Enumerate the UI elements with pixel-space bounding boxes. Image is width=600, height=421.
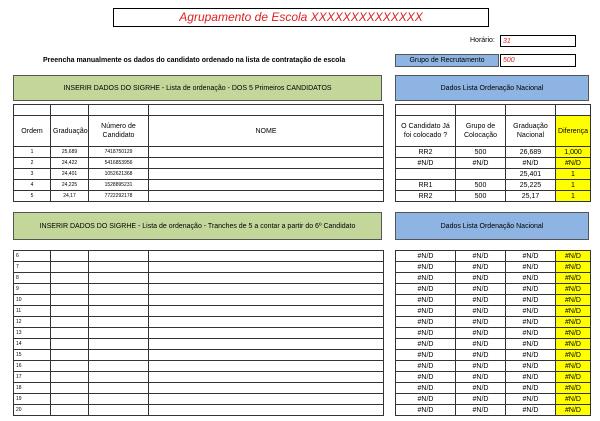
graduacao-cell[interactable] — [51, 317, 89, 328]
table-row — [396, 383, 591, 394]
nome-cell[interactable] — [149, 405, 384, 416]
nome-cell[interactable] — [149, 383, 384, 394]
graduacao-nacional-cell: #N/D — [506, 372, 556, 383]
nome-cell[interactable] — [149, 147, 384, 158]
graduacao-cell[interactable] — [51, 339, 89, 350]
ordem-cell: 18 — [14, 383, 51, 394]
grupo-cell: #N/D — [456, 284, 506, 295]
table-row — [396, 191, 591, 202]
grupo-cell: #N/D — [456, 361, 506, 372]
diferenca-cell: 1 — [556, 191, 591, 202]
numero-cell[interactable] — [89, 306, 149, 317]
diferenca-cell: #N/D — [556, 350, 591, 361]
table-row — [396, 350, 591, 361]
nome-cell[interactable] — [149, 328, 384, 339]
nome-cell[interactable] — [149, 180, 384, 191]
colocado-cell: #N/D — [396, 328, 456, 339]
table-row — [14, 306, 384, 317]
ordem-cell: 14 — [14, 339, 51, 350]
nome-cell[interactable] — [149, 394, 384, 405]
table-row — [396, 284, 591, 295]
colocado-cell: #N/D — [396, 383, 456, 394]
colocado-cell: #N/D — [396, 339, 456, 350]
table-row — [14, 328, 384, 339]
graduacao-cell[interactable] — [51, 350, 89, 361]
graduacao-cell[interactable]: 24,422 — [51, 158, 89, 169]
table-row — [14, 273, 384, 284]
colocado-cell: #N/D — [396, 262, 456, 273]
colocado-cell: RR2 — [396, 191, 456, 202]
graduacao-nacional-cell: #N/D — [506, 262, 556, 273]
colocado-cell: #N/D — [396, 273, 456, 284]
table-row — [14, 317, 384, 328]
table-row — [14, 180, 384, 191]
table-row — [14, 262, 384, 273]
graduacao-cell[interactable]: 24,17 — [51, 191, 89, 202]
numero-cell[interactable]: 1052621368 — [89, 169, 149, 180]
horario-input[interactable] — [500, 35, 576, 47]
table-row — [396, 306, 591, 317]
numero-cell[interactable]: 7722292178 — [89, 191, 149, 202]
colocado-cell: #N/D — [396, 158, 456, 169]
numero-cell[interactable] — [89, 394, 149, 405]
table-row — [14, 339, 384, 350]
header-graduacao-nacional: Graduação Nacional — [506, 116, 556, 147]
graduacao-cell[interactable] — [51, 405, 89, 416]
school-title: Agrupamento de Escola XXXXXXXXXXXXXX — [113, 8, 489, 27]
diferenca-cell: #N/D — [556, 317, 591, 328]
grupo-value: 500 — [503, 57, 515, 64]
table-row — [14, 405, 384, 416]
ordem-cell: 12 — [14, 317, 51, 328]
graduacao-cell[interactable]: 24,401 — [51, 169, 89, 180]
ordem-cell: 16 — [14, 361, 51, 372]
table-row — [396, 405, 591, 416]
graduacao-cell[interactable] — [51, 273, 89, 284]
table-row — [14, 394, 384, 405]
graduacao-nacional-cell: #N/D — [506, 383, 556, 394]
ordem-cell: 1 — [14, 147, 51, 158]
graduacao-nacional-cell: #N/D — [506, 251, 556, 262]
diferenca-cell: 1,000 — [556, 147, 591, 158]
graduacao-cell[interactable] — [51, 262, 89, 273]
ordem-cell: 8 — [14, 273, 51, 284]
table-row — [396, 169, 591, 180]
nome-cell[interactable] — [149, 169, 384, 180]
nome-cell[interactable] — [149, 306, 384, 317]
table-row — [14, 372, 384, 383]
table-row — [396, 273, 591, 284]
ordem-cell: 17 — [14, 372, 51, 383]
graduacao-nacional-cell: #N/D — [506, 295, 556, 306]
ordem-cell: 3 — [14, 169, 51, 180]
diferenca-cell: 1 — [556, 169, 591, 180]
grupo-cell: #N/D — [456, 339, 506, 350]
table-row — [396, 251, 591, 262]
table-row — [396, 372, 591, 383]
ordem-cell: 9 — [14, 284, 51, 295]
graduacao-nacional-cell: #N/D — [506, 350, 556, 361]
ordem-cell: 6 — [14, 251, 51, 262]
ordem-cell: 13 — [14, 328, 51, 339]
ordem-cell: 20 — [14, 405, 51, 416]
graduacao-cell[interactable]: 24,225 — [51, 180, 89, 191]
diferenca-cell: #N/D — [556, 372, 591, 383]
graduacao-nacional-cell: #N/D — [506, 361, 556, 372]
diferenca-cell: #N/D — [556, 251, 591, 262]
table-row — [396, 180, 591, 191]
graduacao-nacional-cell: 25,225 — [506, 180, 556, 191]
ordem-cell: 15 — [14, 350, 51, 361]
colocado-cell: #N/D — [396, 295, 456, 306]
colocado-cell: #N/D — [396, 361, 456, 372]
diferenca-cell: #N/D — [556, 405, 591, 416]
nome-cell[interactable] — [149, 361, 384, 372]
candidates-table-top — [13, 104, 384, 202]
diferenca-cell: #N/D — [556, 284, 591, 295]
diferenca-cell: #N/D — [556, 383, 591, 394]
grupo-cell: #N/D — [456, 262, 506, 273]
header-numero: Número de Candidato — [89, 116, 149, 147]
table-row — [396, 361, 591, 372]
numero-cell[interactable] — [89, 383, 149, 394]
numero-cell[interactable] — [89, 251, 149, 262]
numero-cell[interactable]: 1528895231 — [89, 180, 149, 191]
graduacao-cell[interactable] — [51, 251, 89, 262]
table-row — [14, 191, 384, 202]
grupo-cell: #N/D — [456, 317, 506, 328]
nome-cell[interactable] — [149, 372, 384, 383]
diferenca-cell: 1 — [556, 180, 591, 191]
colocado-cell — [396, 169, 456, 180]
graduacao-cell[interactable] — [51, 361, 89, 372]
table-row — [14, 158, 384, 169]
table-row — [14, 361, 384, 372]
grupo-label: Grupo de Recrutamento — [395, 54, 499, 67]
graduacao-nacional-cell: 26,689 — [506, 147, 556, 158]
colocado-cell: #N/D — [396, 405, 456, 416]
colocado-cell: #N/D — [396, 306, 456, 317]
diferenca-cell: #N/D — [556, 361, 591, 372]
table-row — [14, 147, 384, 158]
grupo-cell: #N/D — [456, 350, 506, 361]
table-row — [14, 284, 384, 295]
nome-cell[interactable] — [149, 295, 384, 306]
graduacao-nacional-cell: #N/D — [506, 158, 556, 169]
nome-cell[interactable] — [149, 350, 384, 361]
ordem-cell: 10 — [14, 295, 51, 306]
graduacao-nacional-cell: #N/D — [506, 394, 556, 405]
colocado-cell: #N/D — [396, 251, 456, 262]
header-nome: NOME — [149, 116, 384, 147]
numero-cell[interactable] — [89, 350, 149, 361]
graduacao-cell[interactable] — [51, 372, 89, 383]
table-row — [396, 158, 591, 169]
table-row — [14, 295, 384, 306]
graduacao-nacional-cell: #N/D — [506, 306, 556, 317]
table-row — [396, 295, 591, 306]
colocado-cell: #N/D — [396, 394, 456, 405]
colocado-cell: #N/D — [396, 284, 456, 295]
table-row — [396, 147, 591, 158]
graduacao-cell[interactable] — [51, 306, 89, 317]
ordem-cell: 11 — [14, 306, 51, 317]
grupo-cell: #N/D — [456, 273, 506, 284]
graduacao-cell[interactable] — [51, 328, 89, 339]
ordem-cell: 4 — [14, 180, 51, 191]
section1-nacional-title: Dados Lista Ordenação Nacional — [395, 75, 589, 101]
nome-cell[interactable] — [149, 251, 384, 262]
header-colocado: O Candidato Já foi colocado ? — [396, 116, 456, 147]
nome-cell[interactable] — [149, 339, 384, 350]
diferenca-cell: #N/D — [556, 295, 591, 306]
diferenca-cell: #N/D — [556, 262, 591, 273]
table-row — [14, 169, 384, 180]
graduacao-cell[interactable] — [51, 295, 89, 306]
table-row — [396, 262, 591, 273]
graduacao-nacional-cell: #N/D — [506, 284, 556, 295]
horario-value: 31 — [503, 38, 511, 45]
table-row — [14, 251, 384, 262]
grupo-input[interactable] — [500, 54, 576, 67]
graduacao-cell[interactable] — [51, 284, 89, 295]
nome-cell[interactable] — [149, 317, 384, 328]
grupo-cell: #N/D — [456, 394, 506, 405]
grupo-cell: #N/D — [456, 251, 506, 262]
table-row — [14, 350, 384, 361]
nome-cell[interactable] — [149, 191, 384, 202]
graduacao-nacional-cell: #N/D — [506, 339, 556, 350]
grupo-cell: #N/D — [456, 328, 506, 339]
ordem-cell: 19 — [14, 394, 51, 405]
diferenca-cell: #N/D — [556, 394, 591, 405]
colocado-cell: RR1 — [396, 180, 456, 191]
numero-cell[interactable] — [89, 372, 149, 383]
colocado-cell: #N/D — [396, 372, 456, 383]
numero-cell[interactable] — [89, 339, 149, 350]
ordem-cell: 2 — [14, 158, 51, 169]
nacional-table-tranches — [395, 250, 591, 416]
table-row — [14, 383, 384, 394]
grupo-cell — [456, 169, 506, 180]
graduacao-cell[interactable]: 25,689 — [51, 147, 89, 158]
nome-cell[interactable] — [149, 273, 384, 284]
graduacao-nacional-cell: 25,17 — [506, 191, 556, 202]
instruction-text: Preencha manualmente os dados do candidato ordenado na lista de contratação de escola — [43, 57, 346, 64]
grupo-cell: #N/D — [456, 158, 506, 169]
graduacao-nacional-cell: 25,401 — [506, 169, 556, 180]
graduacao-nacional-cell: #N/D — [506, 328, 556, 339]
graduacao-cell[interactable] — [51, 394, 89, 405]
diferenca-cell: #N/D — [556, 306, 591, 317]
numero-cell[interactable] — [89, 273, 149, 284]
header-ordem: Ordem — [14, 116, 51, 147]
nome-cell[interactable] — [149, 262, 384, 273]
diferenca-cell: #N/D — [556, 328, 591, 339]
colocado-cell: RR2 — [396, 147, 456, 158]
ordem-cell: 5 — [14, 191, 51, 202]
section2-nacional-title: Dados Lista Ordenação Nacional — [395, 212, 589, 240]
table-row — [396, 317, 591, 328]
colocado-cell: #N/D — [396, 350, 456, 361]
grupo-cell: #N/D — [456, 383, 506, 394]
section1-title: INSERIR DADOS DO SIGRHE - Lista de ordenação - DOS 5 Primeiros CANDIDATOS — [13, 75, 382, 101]
grupo-cell: #N/D — [456, 405, 506, 416]
numero-cell[interactable] — [89, 405, 149, 416]
grupo-cell: #N/D — [456, 372, 506, 383]
numero-cell[interactable] — [89, 295, 149, 306]
diferenca-cell: #N/D — [556, 339, 591, 350]
nacional-table-top — [395, 104, 591, 202]
header-graduacao: Graduação — [51, 116, 89, 147]
numero-cell[interactable] — [89, 317, 149, 328]
graduacao-nacional-cell: #N/D — [506, 317, 556, 328]
grupo-cell: #N/D — [456, 306, 506, 317]
grupo-cell: #N/D — [456, 295, 506, 306]
horario-label: Horário: — [470, 37, 495, 44]
numero-cell[interactable]: 5416853956 — [89, 158, 149, 169]
numero-cell[interactable] — [89, 328, 149, 339]
section2-title: INSERIR DADOS DO SIGRHE - Lista de ordenação - Tranches de 5 a contar a partir do 6º Candidato — [13, 212, 382, 240]
nome-cell[interactable] — [149, 284, 384, 295]
colocado-cell: #N/D — [396, 317, 456, 328]
table-row — [396, 328, 591, 339]
grupo-cell: 500 — [456, 147, 506, 158]
grupo-cell: 500 — [456, 180, 506, 191]
numero-cell[interactable] — [89, 284, 149, 295]
diferenca-cell: #N/D — [556, 273, 591, 284]
table-row — [396, 394, 591, 405]
ordem-cell: 7 — [14, 262, 51, 273]
header-grupo-colocacao: Grupo de Colocação — [456, 116, 506, 147]
numero-cell[interactable]: 7418750129 — [89, 147, 149, 158]
graduacao-nacional-cell: #N/D — [506, 405, 556, 416]
nome-cell[interactable] — [149, 158, 384, 169]
numero-cell[interactable] — [89, 361, 149, 372]
diferenca-cell: #N/D — [556, 158, 591, 169]
graduacao-nacional-cell: #N/D — [506, 273, 556, 284]
grupo-cell: 500 — [456, 191, 506, 202]
candidates-table-tranches — [13, 250, 384, 416]
graduacao-cell[interactable] — [51, 383, 89, 394]
table-row — [396, 339, 591, 350]
header-diferenca: Diferença — [556, 116, 591, 147]
numero-cell[interactable] — [89, 262, 149, 273]
